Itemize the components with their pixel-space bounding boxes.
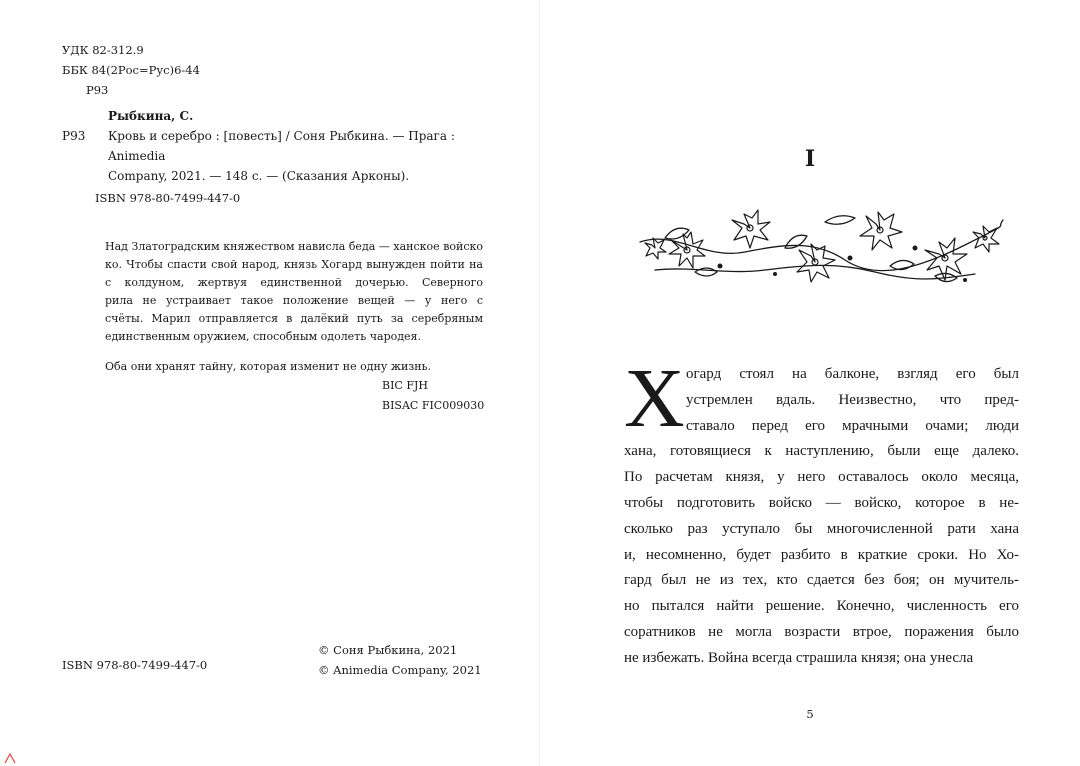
body-line: огард стоял на балконе, взгляд его был [686, 366, 1019, 382]
annotation-line: ко. Чтобы спасти свой народ, князь Хогард вынужден пойти на [105, 258, 483, 271]
catalog-description-line: Company, 2021. — 148 с. — (Сказания Арконы). [108, 169, 410, 183]
crop-mark-icon [4, 752, 16, 764]
body-line: соратников не могла возрасти втрое, поражения было [624, 623, 1019, 640]
annotation-line: единственным оружием, способным одолеть чародея. [105, 330, 421, 343]
catalog-entry [62, 106, 502, 186]
author-name: Рыбкина, С. [108, 109, 194, 123]
bisac-code: BISAC FIC009030 [382, 399, 485, 412]
udk-code: УДК 82-312.9 [62, 43, 144, 57]
annotation-line: рила не устраивает такое положение вещей — у него с [105, 294, 483, 307]
author-sign: Р93 [86, 83, 109, 97]
annotation-line: с колдуном, жертвуя единственной дочерью. Северного [105, 276, 483, 289]
catalog-code: Р93 [62, 129, 86, 143]
chapter-body-text [624, 352, 1019, 672]
isbn-top: ISBN 978-80-7499-447-0 [95, 191, 241, 205]
annotation-line: счёты. Марил отправляется в далёкий путь за серебряным [105, 312, 483, 325]
body-line: гард был не из тех, кто сдается без боя; он мучитель- [624, 572, 1019, 589]
copyright-block [318, 640, 482, 680]
body-line: и, несомненно, будет разбито в краткие сроки. Но Хо- [624, 546, 1019, 563]
cornflower-garland-icon [635, 200, 1005, 300]
body-line: хана, готовящиеся к наступлению, были еще далеко. [624, 443, 1019, 460]
annotation [105, 238, 483, 376]
body-line: сколько раз уступало бы многочисленной рати хана [624, 520, 1019, 537]
body-line: По расчетам князя, у него оставалось около месяца, [624, 469, 1019, 486]
drop-cap: Х [624, 352, 685, 445]
classification-codes [382, 376, 484, 416]
annotation-line: Над Златоградским княжеством нависла беда — ханское войско [105, 240, 483, 253]
page-number: 5 [806, 707, 814, 721]
body-line: не избежать. Война всегда страшила князя; она унесла [624, 649, 974, 666]
body-line: ставало перед его мрачными очами; люди [686, 417, 1019, 434]
body-line: чтобы подготовить войско — войско, которое в не- [624, 494, 1019, 511]
bic-code: BIC FJH [382, 379, 428, 392]
body-line: устремлен вдаль. Неизвестно, что пред- [686, 391, 1019, 408]
chapter-number: I [804, 146, 816, 172]
isbn-bottom: ISBN 978-80-7499-447-0 [62, 658, 208, 672]
annotation-paragraph [105, 238, 483, 346]
copyright-author: © Соня Рыбкина, 2021 [318, 643, 458, 657]
annotation-paragraph: Оба они хранят тайну, которая изменит не одну жизнь. [105, 360, 432, 373]
copyright-publisher: © Animedia Company, 2021 [318, 663, 482, 677]
catalog-description-line: Кровь и серебро : [повесть] / Соня Рыбкина. — Прага : Animedia [108, 129, 455, 163]
body-line: но пытался найти решение. Конечно, численность его [624, 598, 1019, 615]
bbk-code: ББК 84(2Рос=Рус)6-44 [62, 63, 200, 77]
chapter-page [540, 0, 1080, 766]
